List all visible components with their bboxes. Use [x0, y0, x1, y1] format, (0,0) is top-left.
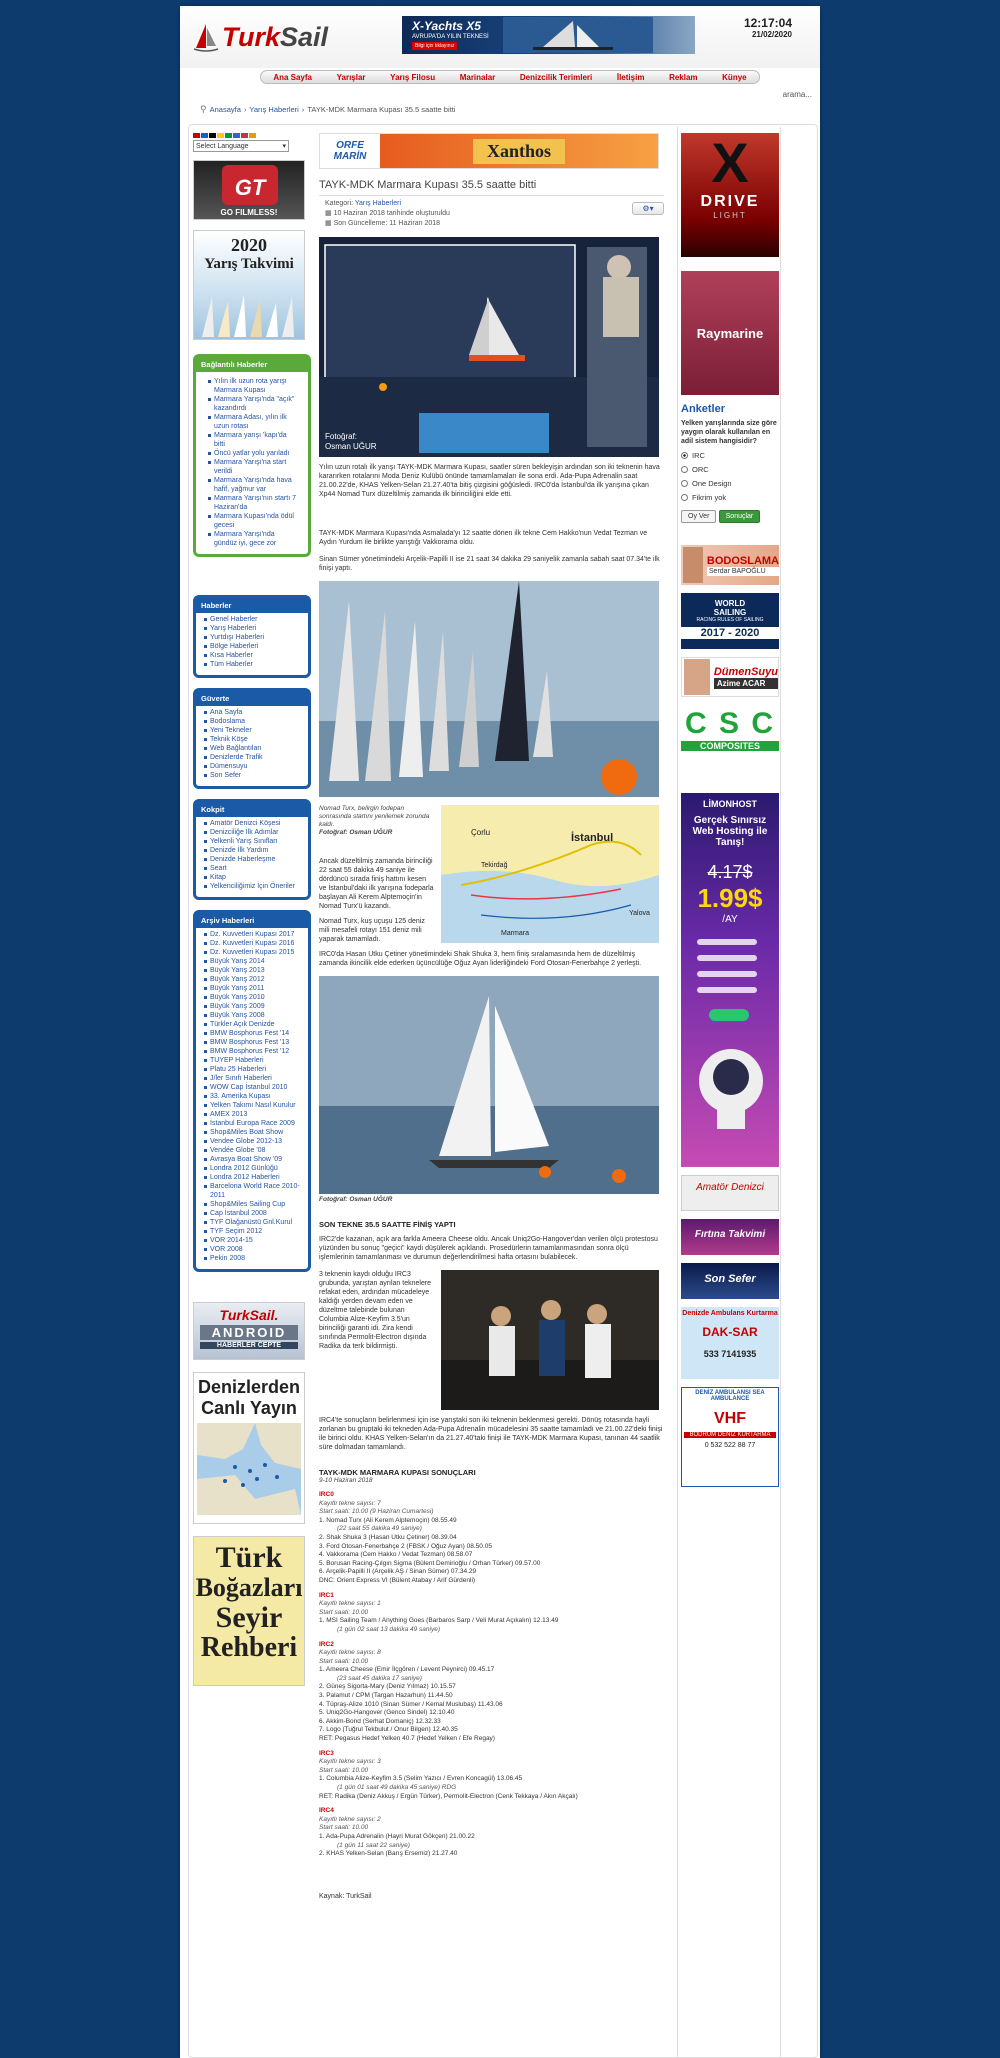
menu-item[interactable]: Seart: [204, 864, 302, 873]
nav-kunye[interactable]: Künye: [722, 72, 747, 82]
avatar: [684, 659, 710, 695]
calendar-icon: ▦: [325, 220, 332, 227]
sails-illustration: [194, 291, 304, 339]
breadcrumb-sep: ›: [243, 105, 247, 114]
related-news-item[interactable]: Marmara Yarışı'nın startı 7 Haziran'da: [208, 494, 298, 512]
result-row: DNC: Orient Express VI (Bülent Atabay / Arif Gürdenli): [319, 1576, 476, 1584]
poll-title: Anketler: [681, 403, 726, 415]
raymarine-ad[interactable]: [681, 271, 779, 395]
flag-icon[interactable]: [249, 133, 256, 138]
archive-item[interactable]: Büyük Yarış 2014: [204, 957, 302, 966]
flag-icon[interactable]: [225, 133, 232, 138]
archive-item[interactable]: Türkler Açık Denizde: [204, 1020, 302, 1029]
result-row: 6. Akkim-Bond (Serhat Domaniç) 12.32.33: [319, 1717, 441, 1725]
location-pin-icon: ⚲: [200, 104, 207, 114]
menu-item[interactable]: Genel Haberler: [204, 615, 302, 624]
marmara-map-icon: [195, 1419, 303, 1519]
limon-old-price: 4.17$: [707, 862, 753, 882]
flag-icon[interactable]: [217, 133, 224, 138]
archive-item[interactable]: 33. Amerika Kupası: [204, 1092, 302, 1101]
results-irc1: [319, 1592, 664, 1635]
result-row: 2. KHAS Yelken-Selan (Barış Ersemiz) 21.27.40: [319, 1850, 458, 1858]
result-row: 5. Uniq2Go-Hangover (Genco Sindel) 12.10.40: [319, 1709, 455, 1717]
archive-item[interactable]: VOR 2008: [204, 1245, 302, 1254]
nav-reklam[interactable]: Reklam: [669, 72, 698, 82]
irc3-count: Kayıtlı tekne sayısı: 3: [319, 1758, 381, 1766]
irc2-count: Kayıtlı tekne sayısı: 8: [319, 1649, 381, 1657]
menu-item[interactable]: Dümensuyu: [204, 762, 302, 771]
irc2-start: Start saati: 10.00: [319, 1657, 369, 1665]
guverte-module: [193, 688, 311, 789]
updated-text: Son Güncelleme: 11 Haziran 2018: [333, 220, 441, 227]
son-sefer-text: Son Sefer: [704, 1273, 756, 1285]
firtina-takvimi-ad[interactable]: [681, 1219, 779, 1255]
poll-option-label: ORC: [692, 465, 709, 474]
canli-yayin-title: Denizlerden: [197, 1377, 301, 1397]
csc-ad[interactable]: [681, 707, 779, 785]
arsiv-module: [193, 910, 311, 1272]
archive-item[interactable]: İstanbul Europa Race 2009: [204, 1119, 302, 1128]
sea-ambulance-ad[interactable]: [681, 1387, 779, 1487]
menu-item[interactable]: Tüm Haberler: [204, 660, 302, 669]
xanthos-text: Xanthos: [473, 139, 565, 164]
left-sidebar: [193, 133, 311, 1686]
archive-item[interactable]: Büyük Yarış 2011: [204, 984, 302, 993]
archive-item[interactable]: J/ler Sınıfı Haberleri: [204, 1074, 302, 1083]
result-row: RET: Pegasus Hedef Yelken 40.7 (Hedef Yelken / Efe Regay): [319, 1735, 495, 1743]
related-news-title: Bağlantılı Haberler: [196, 357, 308, 372]
related-news-item[interactable]: Öncü yatlar yolu yarıladı: [208, 449, 298, 458]
bogaz-line-1: Türk: [215, 1541, 283, 1574]
result-row: 6. Arçelik-Papilli II (Arçelik AŞ / Sinan Sümer) 07.34.29: [319, 1568, 477, 1576]
site-logo[interactable]: [192, 20, 337, 54]
limon-tagline: Gerçek Sınırsız Web Hosting ile Tanış!: [692, 815, 768, 848]
arsiv-title: Arşiv Haberleri: [196, 913, 308, 928]
limon-brand: LİMONHOST: [703, 799, 757, 809]
poll-option-label: One Design: [692, 479, 732, 488]
header: [180, 6, 820, 68]
results-irc4: [319, 1807, 664, 1859]
android-ad-logo: TurkSail.: [219, 1307, 279, 1323]
menu-item[interactable]: Yurtdışı Haberleri: [204, 633, 302, 642]
map-label-tekirdag: Tekirdağ: [481, 862, 508, 869]
top-banner-subtitle: AVRUPA'DA YILIN TEKNESİ: [412, 33, 489, 40]
nav-iletisim[interactable]: İletişim: [616, 72, 645, 82]
archive-item[interactable]: Dz. Kuvvetleri Kupası 2016: [204, 939, 302, 948]
orfe-logo: [320, 134, 380, 168]
dak-line-2: DAK-SAR: [702, 1325, 758, 1339]
language-select-label: Select Language: [196, 142, 249, 150]
dumensuyu-ad[interactable]: [681, 657, 779, 697]
haberler-module: [193, 595, 311, 678]
marin-text: MARİN: [333, 151, 367, 162]
gt-ad[interactable]: [193, 160, 305, 220]
poll-option-fikrim-yok[interactable]: [681, 493, 777, 502]
article-updated: [325, 219, 664, 229]
related-news-item[interactable]: Marmara Yarışı'nda hava hafif, yağmur var: [208, 476, 298, 494]
menu-item[interactable]: Bodoslama: [204, 717, 302, 726]
radio-icon[interactable]: [681, 494, 688, 501]
related-news-item[interactable]: Marmara Yarışı'na start verildi: [208, 458, 298, 476]
takvim-year: 2020: [231, 235, 267, 255]
sail-logo-icon: [192, 22, 220, 52]
nav-denizcilik-terimleri[interactable]: Denizcilik Terimleri: [519, 72, 593, 82]
related-news-item[interactable]: Marmara Kupası'nda ödül gecesi: [208, 512, 298, 530]
flag-icon[interactable]: [193, 133, 200, 138]
result-row: 4. Tüpraş-Alize 1010 (Sinan Sümer / Kemal Muslubaş) 11.43.06: [319, 1700, 503, 1708]
related-news-item[interactable]: Marmara Yarışı'nda gündüz iyi, gece zor: [208, 530, 298, 548]
archive-item[interactable]: Shop&Miles Sailing Cup: [204, 1200, 302, 1209]
archive-item[interactable]: Büyük Yarış 2013: [204, 966, 302, 975]
right-sidebar: [677, 127, 781, 2057]
xanthos-panel: [380, 134, 658, 168]
menu-item[interactable]: Denizde Haberleşme: [204, 855, 302, 864]
archive-item[interactable]: Pekin 2008: [204, 1254, 302, 1263]
poll-option-one-design[interactable]: [681, 479, 777, 488]
photo1-credit: Fotoğraf:: [325, 432, 358, 441]
bogaz-rehberi-ad[interactable]: [193, 1536, 305, 1686]
dak-sar-ad[interactable]: [681, 1307, 779, 1379]
poll-module: [681, 403, 777, 523]
world-sailing-ad[interactable]: [681, 593, 779, 649]
result-row: 1. Columbia Alize-Keyfim 3.5 (Selim Yazıcı / Evren Koncagül) 13.06.45: [319, 1775, 523, 1783]
photo-night-race: [319, 237, 659, 457]
results-button[interactable]: Sonuçlar: [719, 510, 761, 523]
limonhost-ad[interactable]: [681, 793, 779, 1167]
result-row: 2. Shak Shuka 3 (Hasan Utku Çetiner) 08.39.04: [319, 1533, 457, 1541]
article-p3: Sinan Sümer yönetimindeki Arçelik-Papilli II ise 21 saat 34 dakika 29 saniyelik zamanla sabah saat 07.34'te ilk finişi yaptı.: [319, 556, 660, 572]
search-input[interactable]: arama...: [782, 90, 812, 99]
top-banner-cta[interactable]: Bilgi için tıklayınız: [412, 42, 457, 50]
results-irc3: [319, 1750, 664, 1802]
clock-date: 21/02/2020: [751, 30, 792, 39]
vhf-line-2: VHF: [714, 1410, 746, 1427]
article-p6: IRC0'da Hasan Utku Çetiner yönetimindeki Shak Shuka 3, hem finiş sıralamasında hem de düzeltilmiş zamanda ikincilik elde ederken üçüncülüğe Oğuz Ayan liderliğindeki Ford Otosan-Fenerbahçe 2 yerleşti.: [319, 951, 642, 967]
yacht-photo: [503, 17, 653, 53]
result-row-detail: (1 gün 11 saat 22 saniye): [337, 1841, 410, 1849]
content-area: [188, 124, 818, 2058]
nav-yarislar[interactable]: Yarışlar: [336, 72, 366, 82]
android-ad-subtitle: HABERLER CEPTE: [200, 1342, 298, 1349]
raymarine-text: Raymarine: [696, 325, 764, 341]
irc0-count: Kayıtlı tekne sayısı: 7: [319, 1499, 381, 1507]
ws-line-2: SAILING: [713, 608, 747, 617]
language-flags[interactable]: [193, 133, 311, 138]
article-source: Kaynak: TurkSail: [319, 1892, 372, 1900]
csc-subtitle: COMPOSITES: [681, 741, 779, 751]
ws-line-4: 2017 - 2020: [681, 627, 779, 639]
poll-option-label: Fikrim yok: [692, 493, 727, 502]
menu-item[interactable]: Ana Sayfa: [204, 708, 302, 717]
result-row: 3. Ford Otosan-Fenerbahçe 2 (FBSK / Oğuz Ayan) 08.50.05: [319, 1542, 492, 1550]
irc4-count: Kayıtlı tekne sayısı: 2: [319, 1815, 381, 1823]
menu-item[interactable]: Yeni Tekneler: [204, 726, 302, 735]
irc4-heading: IRC4: [319, 1807, 334, 1815]
poll-option-orc[interactable]: [681, 465, 777, 474]
menu-item[interactable]: Yelkenciliğimiz İçin Öneriler: [204, 882, 302, 891]
archive-item[interactable]: Yelken Takımı Nasıl Kurulur: [204, 1101, 302, 1110]
archive-item[interactable]: Platu 25 Haberleri: [204, 1065, 302, 1074]
result-row: 2. Güneş Sigorta-Mary (Deniz Yılmaz) 10.15.57: [319, 1683, 456, 1691]
irc0-heading: IRC0: [319, 1491, 334, 1498]
radio-icon[interactable]: [681, 480, 688, 487]
breadcrumb-sep: ›: [301, 105, 305, 114]
firtina-text: Fırtına Takvimi: [694, 1229, 766, 1240]
vhf-line-1: DENİZ AMBULANSI SEA AMBULANCE: [695, 1390, 765, 1402]
nav-marinalar[interactable]: Marinalar: [459, 72, 496, 82]
related-news-item[interactable]: Marmara Yarışı'nda "açık" kazandırdı: [208, 395, 298, 413]
breadcrumb: [200, 104, 455, 115]
irc1-heading: IRC1: [319, 1591, 334, 1599]
menu-item[interactable]: Son Sefer: [204, 771, 302, 780]
article-p1: Yılın uzun rotalı ilk yarışı TAYK-MDK Marmara Kupası, saatler süren bekleyişin ardından son iki teknenin hava kararırken rotalarını Moda Deniz Kulübü önünde tamamlamaları ile sona erdi. Ada-Pupa Adrenalin saat 21.00.22'de, KHAS Yelken-Selan 21.27.40'ta bitiş çizgisini göğüsledi. IRC0'da İstanbul'da ilk yarışına çıkan Xp44 Nomad Turx düzeltilmiş zamanda ilk birinciliğini elde etti.: [319, 464, 660, 498]
astronaut-illustration: [681, 931, 779, 1141]
archive-item[interactable]: Dz. Kuvvetleri Kupası 2017: [204, 930, 302, 939]
photo2-caption: Nomad Turx, belirgin fodepan sonrasında startını yenilemek zorunda kaldı.: [319, 805, 430, 828]
result-row: 4. Vakkorama (Cem Hakko / Vedat Tezman) 08.58.07: [319, 1551, 473, 1559]
result-row-detail: (1 gün 02 saat 13 dakika 49 saniye): [337, 1625, 440, 1633]
breadcrumb-current: TAYK-MDK Marmara Kupası 35.5 saatte bitti: [307, 105, 456, 114]
calendar-icon: ▦: [325, 210, 332, 217]
xdrive-title: DRIVE: [700, 193, 760, 210]
related-news-item[interactable]: Marmara Adası, yılın ilk uzun rotası: [208, 413, 298, 431]
radio-selected-icon[interactable]: [681, 452, 688, 459]
menu-item[interactable]: Bölge Haberleri: [204, 642, 302, 651]
result-row: RET: Radika (Deniz Akkuş / Ergün Türker), Permolit-Electron (Cenk Tekkaya / Akın Akçalı): [319, 1792, 578, 1800]
radio-icon[interactable]: [681, 466, 688, 473]
archive-item[interactable]: TYF Seçim 2012: [204, 1227, 302, 1236]
result-row-detail: (1 gün 01 saat 49 dakika 45 saniye) RDG: [337, 1784, 457, 1791]
photo-start-boats: [319, 581, 659, 797]
main-nav: [260, 70, 760, 84]
canli-yayin-ad[interactable]: [193, 1372, 305, 1524]
canli-yayin-subtitle: Canlı Yayın: [201, 1398, 297, 1418]
result-row: 1. Ameera Cheese (Emir İlçgören / Levent Peynirci) 09.45.17: [319, 1666, 495, 1674]
archive-item[interactable]: BMW Bosphorus Fest '13: [204, 1038, 302, 1047]
dumensuyu-author: Azime ACAR: [714, 678, 778, 689]
bodoslama-ad[interactable]: [681, 545, 779, 585]
article-created: [325, 209, 664, 219]
limon-period: /AY: [722, 914, 738, 925]
archive-item[interactable]: Vendee Globe 2012-13: [204, 1137, 302, 1146]
result-row: 1. Nomad Turx (Ali Kerem Alptemoçin) 08.55.49: [319, 1516, 457, 1524]
bogaz-line-3: Seyir: [215, 1601, 283, 1634]
archive-item[interactable]: Büyük Yarış 2008: [204, 1011, 302, 1020]
xdrive-ad[interactable]: [681, 133, 779, 257]
archive-item[interactable]: Avrasya Boat Show '09: [204, 1155, 302, 1164]
results-irc0: [319, 1491, 664, 1586]
menu-item[interactable]: Teknik Köşe: [204, 735, 302, 744]
photo3-credit: Fotoğraf: Osman UĞUR: [319, 1196, 393, 1203]
dumensuyu-title: DümenSuyu: [713, 665, 778, 678]
photo1-credit-name: Osman UĞUR: [325, 442, 377, 451]
x-logo-icon: X: [711, 131, 749, 194]
article-title: TAYK-MDK Marmara Kupası 35.5 saatte bitti: [319, 179, 537, 191]
photo-award-ceremony: [441, 1270, 659, 1410]
related-news-item[interactable]: Yılın ilk uzun rota yarışı Marmara Kupası: [208, 377, 298, 395]
article-p5: Nomad Turx, kuş uçuşu 125 deniz mili mesafeli rotayı 151 deniz mili yaparak tamamladı.: [319, 918, 425, 943]
related-news-item[interactable]: Marmara yarışı 'kapı'da bitti: [208, 431, 298, 449]
takvim-label: Yarış Takvimi: [204, 256, 294, 272]
avatar: [683, 547, 703, 583]
amator-denizci-ad[interactable]: [681, 1175, 779, 1211]
top-banner-title: X-Yachts X5: [412, 19, 481, 34]
ws-line-3: RACING RULES OF SAILING: [696, 617, 764, 623]
takvim-ad[interactable]: [193, 230, 305, 340]
nav-yaris-filosu[interactable]: Yarış Filosu: [390, 72, 436, 82]
flag-icon[interactable]: [209, 133, 216, 138]
nav-ana-sayfa[interactable]: Ana Sayfa: [273, 72, 312, 82]
archive-item[interactable]: WOW Cap İstanbul 2010: [204, 1083, 302, 1092]
menu-item[interactable]: Yelkenli Yarış Sınıfları: [204, 837, 302, 846]
language-select[interactable]: [193, 140, 289, 152]
related-news-module: [193, 354, 311, 557]
archive-item[interactable]: Dz. Kuvvetleri Kupası 2015: [204, 948, 302, 957]
menu-item[interactable]: Amatör Denizci Köşesi: [204, 819, 302, 828]
article-p2: TAYK-MDK Marmara Kupası'nda Asmalada'yı 12 saatte dönen ilk tekne Cem Hakko'nun Vedat Tezman ve Aydın Yurdum ile birlikte yarıştığı Vakkorama oldu.: [319, 530, 648, 546]
flag-icon[interactable]: [201, 133, 208, 138]
archive-item[interactable]: Cap İstanbul 2008: [204, 1209, 302, 1218]
results-irc2: [319, 1641, 664, 1744]
poll-question: Yelken yarışlarında size göre yaygın olarak kullanılan en adil sistem hangisidir?: [681, 420, 777, 445]
archive-item[interactable]: Büyük Yarış 2012: [204, 975, 302, 984]
clock: [744, 16, 792, 39]
map-label-yalova: Yalova: [629, 910, 650, 917]
vote-button[interactable]: Oy Ver: [681, 510, 716, 523]
result-row: 5. Borusan Racing-Çılgın Sigma (Bülent Demirioğlu / Orhan Türker) 09.57.00: [319, 1559, 541, 1567]
photo-sailboat: [319, 976, 659, 1194]
archive-item[interactable]: Londra 2012 Haberleri: [204, 1173, 302, 1182]
menu-item[interactable]: Denizlerde Trafik: [204, 753, 302, 762]
irc3-heading: IRC3: [319, 1749, 334, 1757]
orfe-text: ORFE: [336, 140, 364, 151]
photo2-credit: Fotoğraf: Osman UĞUR: [319, 829, 393, 836]
top-ad-banner[interactable]: [402, 16, 695, 54]
category-label: Kategori:: [325, 200, 354, 207]
dak-line-1: Denizde Ambulans Kurtarma: [682, 1310, 778, 1317]
menu-item[interactable]: Yarış Haberleri: [204, 624, 302, 633]
bodoslama-author: Serdar BAPOĞLU: [707, 567, 779, 576]
poll-option-irc[interactable]: [681, 451, 777, 460]
result-row: 1. MSI Sailing Team / Anything Goes (Barbaros Sarp / Veli Murat Açıkalın) 12.13.49: [319, 1617, 559, 1625]
result-row-detail: (23 saat 45 dakika 17 saniye): [337, 1674, 422, 1682]
section-heading: SON TEKNE 35.5 SAATTE FİNİŞ YAPTI: [319, 1220, 456, 1229]
result-row: 3. Palamut / CPM (Targan Hazarhun) 11.44.50: [319, 1692, 453, 1700]
gear-icon: ⚙: [642, 204, 650, 213]
bogaz-line-2: Boğazları: [195, 1573, 303, 1602]
android-ad[interactable]: [193, 1302, 305, 1360]
article-p4: Ancak düzeltilmiş zamanda birinciliği 22 saat 55 dakika 49 saniye ile dördüncü sırada finiş hattını kesen ve İstanbul'daki ilk yarışına fodeparla başlayan Ali Kerem Alptemoçin'in Nomad Turx'ü kazandı.: [319, 858, 434, 910]
archive-item[interactable]: TUYEP Haberleri: [204, 1056, 302, 1065]
article-category: [325, 199, 664, 209]
kokpit-title: Kokpit: [196, 802, 308, 817]
csc-title: C S C: [684, 707, 775, 740]
archive-item[interactable]: BMW Bosphorus Fest '12: [204, 1047, 302, 1056]
archive-item[interactable]: AMEX 2013: [204, 1110, 302, 1119]
irc4-start: Start saati: 10.00: [319, 1824, 369, 1832]
irc3-start: Start saati: 10.00: [319, 1766, 369, 1774]
kokpit-module: [193, 799, 311, 900]
irc0-start: Start saati: 10.00 (9 Haziran Cumartesi): [319, 1508, 434, 1516]
logo-text-accent: Sail: [280, 21, 329, 52]
breadcrumb-category[interactable]: Yarış Haberleri: [249, 105, 299, 114]
haberler-title: Haberler: [196, 598, 308, 613]
logo-text-main: Turk: [222, 21, 281, 52]
map-label-corlu: Çorlu: [471, 828, 491, 837]
result-row: 1. Ada-Pupa Adrenalin (Hayri Murat Gökçen) 21.00.22: [319, 1832, 475, 1840]
results-date: 9-10 Haziran 2018: [319, 1477, 373, 1484]
clock-time: 12:17:04: [743, 16, 792, 30]
menu-item[interactable]: Denizde İlk Yardım: [204, 846, 302, 855]
archive-item[interactable]: Büyük Yarış 2009: [204, 1002, 302, 1011]
menu-item[interactable]: Denizciliğe İlk Adımlar: [204, 828, 302, 837]
map-label-marmara: Marmara: [501, 930, 530, 937]
created-text: 10 Haziran 2018 tarihinde oluşturuldu: [333, 210, 450, 217]
route-map: [441, 805, 659, 943]
irc1-count: Kayıtlı tekne sayısı: 1: [319, 1600, 381, 1608]
archive-item[interactable]: Vendée Globe '08: [204, 1146, 302, 1155]
son-sefer-ad[interactable]: [681, 1263, 779, 1299]
menu-item[interactable]: Kısa Haberler: [204, 651, 302, 660]
menu-item[interactable]: Kitap: [204, 873, 302, 882]
guverte-title: Güverte: [196, 691, 308, 706]
archive-item[interactable]: Shop&Miles Boat Show: [204, 1128, 302, 1137]
vhf-line-3: BODRUM DENİZ KURTARMA: [684, 1432, 776, 1438]
poll-option-label: IRC: [692, 451, 705, 460]
article-p7: IRC2'de kazanan, açık ara farkla Ameera Cheese oldu. Ancak Uniq2Go-Hangover'dan verilen ölçü protestosu yüzünden bu sonuç "geçici" kaydı düşülerek açıklandı. Prosedürlerin tamamlanmasından sonra ölçü işlemlerinin tamamlanması ve durumun değerlendirilmesi hafta ortasını bulabilecek.: [319, 1236, 658, 1261]
xanthos-banner[interactable]: [319, 133, 659, 169]
vhf-phone: 0 532 522 88 77: [704, 1442, 756, 1449]
archive-item[interactable]: BMW Bosphorus Fest '14: [204, 1029, 302, 1038]
limon-price: 1.99$: [697, 883, 763, 913]
result-row-detail: (22 saat 55 dakika 49 saniye): [337, 1525, 422, 1533]
xdrive-subtitle: LIGHT: [713, 211, 747, 220]
svg-text:GT: GT: [234, 175, 266, 200]
flag-icon[interactable]: [241, 133, 248, 138]
map-label-istanbul: İstanbul: [571, 832, 614, 844]
result-row: 7. Logo (Tuğrul Tekbulut / Onur Bilgen) 12.40.35: [319, 1726, 458, 1734]
irc1-start: Start saati: 10.00: [319, 1608, 369, 1616]
dak-phone: 533 7141935: [703, 1349, 757, 1359]
flag-icon[interactable]: [233, 133, 240, 138]
bogaz-line-4: Rehberi: [200, 1632, 298, 1663]
article-p9: IRC4'te sonuçların belirlenmesi için ise yarıştaki son iki teknenin beklenmesi gerekti. Dönüş rotasında hayli zorlanan bu gruptaki iki tekneden Ada-Pupa Adrenalin mücadelesini 35 saatte tamamladı ve 21.00.22'deki finişi ile birinci oldu. KHAS Yelken-Selan'ın da 21.27.40'taki finişi ile TAYK-MDK Marmara Kupası, tanınan 44 saatlik süre dolmadan tamamlandı.: [319, 1417, 663, 1451]
android-ad-title: ANDROID: [200, 1325, 298, 1340]
archive-item[interactable]: TYF Olağanüstü Gnl.Kurul: [204, 1218, 302, 1227]
amator-denizci-text: Amatör Denizci: [696, 1182, 764, 1193]
results-title: TAYK-MDK MARMARA KUPASI SONUÇLARI: [319, 1468, 476, 1477]
archive-item[interactable]: VOR 2014-15: [204, 1236, 302, 1245]
article-tools-button[interactable]: ⚙▾: [632, 202, 664, 215]
ws-line-1: WORLD: [714, 599, 746, 608]
page-wrapper: [180, 6, 820, 2058]
category-link[interactable]: Yarış Haberleri: [354, 200, 402, 207]
archive-item[interactable]: Barcelona World Race 2010-2011: [204, 1182, 302, 1200]
irc2-heading: IRC2: [319, 1640, 334, 1648]
chevron-down-icon: ▾: [282, 143, 286, 150]
archive-item[interactable]: Büyük Yarış 2010: [204, 993, 302, 1002]
gt-ad-tagline: GO FILMLESS!: [220, 208, 278, 217]
menu-item[interactable]: Web Bağlantıları: [204, 744, 302, 753]
archive-item[interactable]: Londra 2012 Günlüğü: [204, 1164, 302, 1173]
article-column: [319, 133, 664, 1900]
bodoslama-title: BODOSLAMA: [706, 554, 779, 567]
breadcrumb-home[interactable]: Anasayfa: [209, 105, 241, 114]
article-p8: 3 teknenin kaydı olduğu IRC3 grubunda, yarıştan ayrılan teknelere refakat eden, ardından mücadeleye kaldığı yerden devam eden ve düzeltme talebinde bulunan Columbia Alize-Keyfim 3.5'un birinciliği garanti idi. Zira kendi sınıfında Permolit-Electron dışında Radika da terk bildirmişti.: [319, 1271, 432, 1350]
